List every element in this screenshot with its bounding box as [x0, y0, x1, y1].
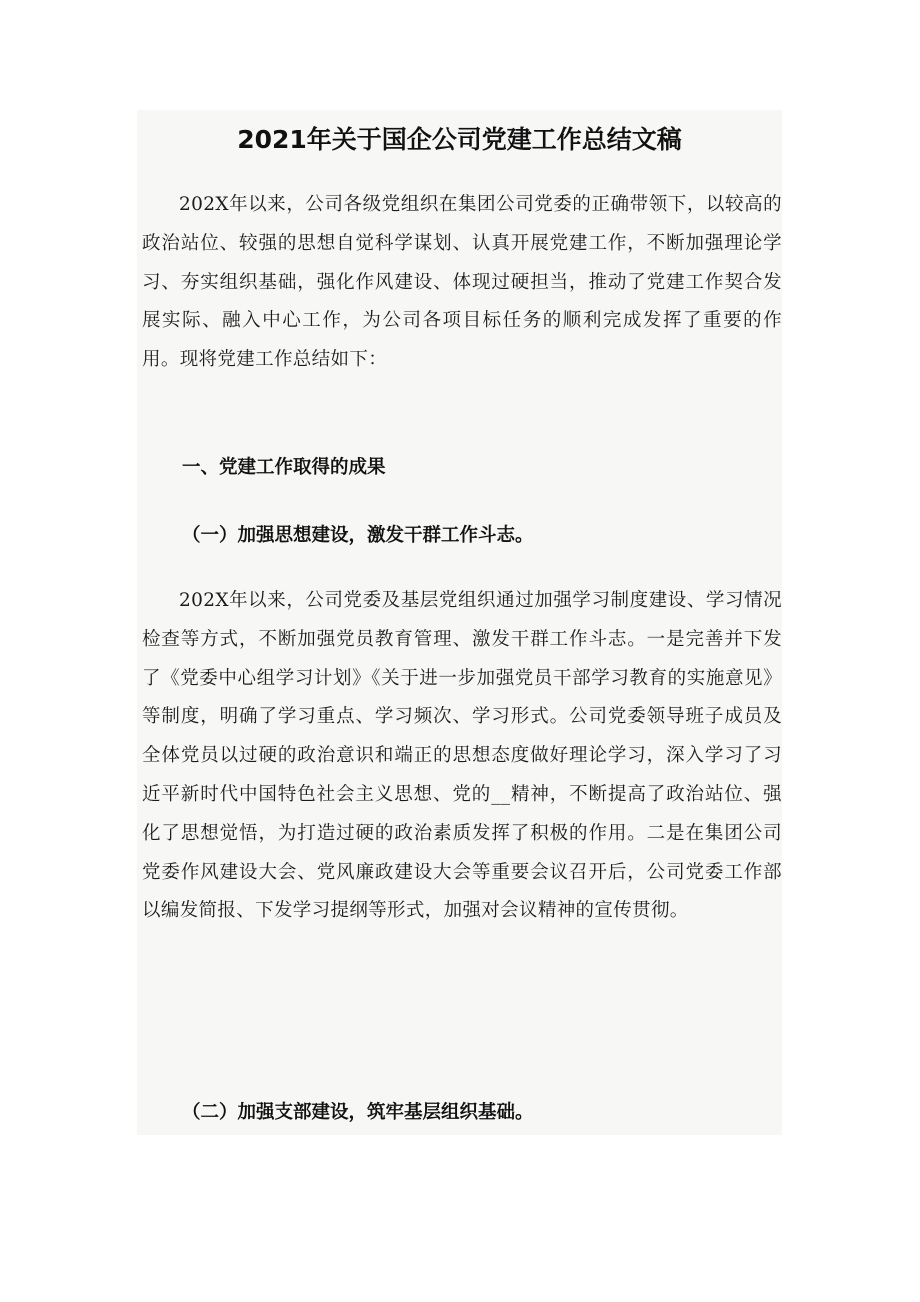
document-title: 2021年关于国企公司党建工作总结文稿: [237, 125, 682, 154]
body-paragraph: 202X年以来，公司党委及基层党组织通过加强学习制度建设、学习情况检查等方式，不断加强党员教育管理、激发干群工作斗志。一是完善并下发了《党委中心组学习计划》《关于进一步加强党员干部学习教育的实施意见》等制度，明确了学习重点、学习频次、学习形式。公司党委领导班子成员及全体党员以过硬的政治意识和端正的思想态度做好理论学习，深入学习了习近平新时代中国特色社会主义思想、党的__精神，不断提高了政治站位、强化了思想觉悟，为打造过硬的政治素质发挥了积极的作用。二是在集团公司党委作风建设大会、党风廉政建设大会等重要会议召开后，公司党委工作部以编发简报、下发学习提纲等形式，加强对会议精神的宣传贯彻。: [142, 590, 782, 922]
document-page: [137, 110, 782, 1135]
intro-paragraph: 202X年以来，公司各级党组织在集团公司党委的正确带领下，以较高的政治站位、较强的思想自觉科学谋划、认真开展党建工作，不断加强理论学习、夯实组织基础，强化作风建设、体现过硬担当，推动了党建工作契合发展实际、融入中心工作，为公司各项目标任务的顺利完成发挥了重要的作用。现将党建工作总结如下：: [142, 194, 782, 371]
subheading-branch-building: （二）加强支部建设，筑牢基层组织基础。: [182, 1102, 534, 1123]
subheading-thought-building: （一）加强思想建设，激发干群工作斗志。: [182, 525, 534, 546]
section-heading: 一、党建工作取得的成果: [182, 457, 386, 478]
